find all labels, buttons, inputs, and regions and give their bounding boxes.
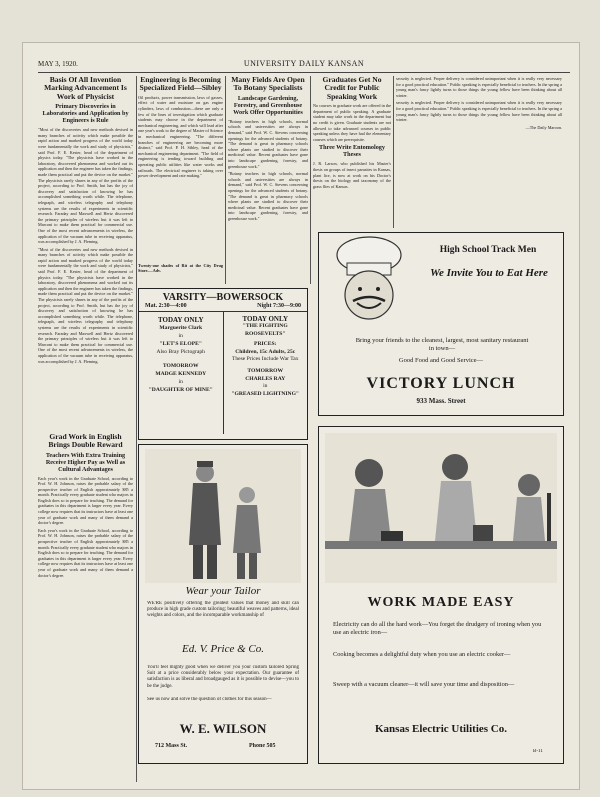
wilson-script-heading: Wear your Tailor	[185, 585, 261, 597]
engineering-headline: Engineering is Becoming Specialized Field—Sibley	[139, 76, 222, 93]
in-3: in	[263, 383, 268, 390]
tomorrow-left: TOMORROW	[162, 363, 199, 369]
kansas-electric-ad	[318, 426, 564, 764]
botany-subhead: Landscape Gardening, Forestry, and Greenhouse Work Offer Opportunities	[233, 94, 303, 116]
in-2: in	[178, 379, 183, 385]
botany-headline: Many Fields Are Open To Botany Specialists	[231, 76, 305, 93]
prices-label: PRICES:	[254, 341, 277, 348]
continued-body-repeat: security is neglected. Proper delivery is considered unimportant when it is really very necessary for a good practical education." Public speaking is especially beneficial to teachers. In the spring a young man's fancy lightly turns to those things the young fellow have been thinking about all winter.	[396, 100, 562, 123]
in-1: in	[178, 333, 183, 339]
work-made-easy-title: WORK MADE EASY	[367, 595, 515, 610]
star-charles-ray: CHARLES RAY	[245, 375, 286, 382]
column-physics	[38, 76, 137, 782]
public-speaking-body: No courses in graduate work are offered in the department of public speaking. A graduate student may take work in the department but no credit is given. Graduate students are not allowed to take advanced courses in public speaking unless they have had the elementary courses which are prerequisite.	[313, 103, 391, 142]
column-botany	[228, 76, 311, 284]
victory-lunch-name: VICTORY LUNCH	[366, 375, 516, 392]
invite-text: We Invite You to Eat Here	[430, 267, 548, 279]
public-speaking-headline: Graduates Get No Credit for Public Speaking Work	[322, 76, 382, 101]
wilson-body-2: You'll feel mighty good when we deliver you your custom tailored Spring Suit at a price considerably below your expectation. Our guarantee of satisfaction is as liberal and broadgauged as it is possible to devise—you to be the judge.	[147, 665, 299, 689]
victory-text: Bring your friends to the cleanest, largest, most sanitary restaurant in town—	[355, 337, 529, 352]
ironing-woman-illustration	[325, 433, 557, 583]
continued-body: security is neglected. Proper delivery is considered unimportant when it is really very necessary for a good practical education." Public speaking is especially beneficial to teachers. In the spring a young man's fancy lightly turns to those things the young fellow have been thinking about all winter.	[396, 76, 562, 98]
physics-headline: Basis Of All Invention Marking Advancement Is Work of Physicist	[44, 76, 127, 101]
english-subhead: Teachers With Extra Training Receive Higher Pay as Well as Cultural Advantages	[45, 451, 126, 473]
vacuum-cleaner-line: Sweep with a vacuum cleaner—it will save your time and disposition—	[333, 681, 515, 688]
masthead-title: UNIVERSITY DAILY KANSAN	[243, 59, 365, 68]
today-only-left: TODAY ONLY	[157, 316, 204, 324]
kansas-electric-name: Kansas Electric Utilities Co.	[375, 723, 507, 735]
wilson-phone: Phone 505	[249, 743, 276, 749]
price-co-signature: Ed. V. Price & Co.	[182, 643, 264, 655]
electric-iron-line: Electricity can do all the hard work—You forget the drudgery of ironing when you use an electric iron—	[333, 621, 542, 637]
film-roosevelts: "THE FIGHTING ROOSEVELTS"	[242, 323, 288, 337]
gentlemen-illustration	[145, 449, 301, 583]
rit-ad-text: Twenty-one shades of Rit at the City Drug Store.—Adv.	[138, 262, 223, 274]
english-headline: Grad Work in English Brings Double Reward	[48, 431, 123, 450]
tomorrow-right: TOMORROW	[247, 368, 284, 375]
victory-slogan: Good Food and Good Service—	[398, 357, 484, 364]
star-madge: MADGE KENNEDY	[155, 371, 207, 377]
column-engineering	[138, 76, 226, 284]
chef-illustration	[323, 233, 419, 333]
entomology-subhead: Three Write Entomology Theses	[319, 144, 385, 159]
prices-note: These Prices Include War Tax	[231, 356, 299, 363]
varsity-theater-ad	[138, 288, 308, 440]
matinee-time: Mat. 2:30—4:00	[145, 303, 187, 309]
victory-address: 933 Mass. Street	[416, 397, 466, 405]
film-daughter: "DAUGHTER OF MINE"	[148, 387, 213, 393]
also-pictograph: Also Bray Pictograph	[156, 349, 205, 355]
varsity-title: VARSITY—BOWERSOCK	[162, 292, 284, 303]
botany-article-body-repeat: "Botany teachers in high schools, normal schools and universities are always in demand," said Prof. W. C. Stevens concerning openings for the advanced students of botany. "The demand is great in pharmacy schools where plants are studied to discover their medicinal value. Recent graduates have gone into landscape gardening, forestry, and greenhouse work."	[228, 171, 308, 221]
today-only-right: TODAY ONLY	[242, 315, 289, 323]
english-article-body-repeat: Each year's work in the Graduate School, according to Prof. W. H. Johnson, raises the probable salary of the prospective teacher of English approximately $85 a month. Practically every graduate student who majors in English does so to prepare for teaching. The demand for graduates in this department is larger every year. Every college now requires that its instructors have at least one year of graduate work and many of them demand a doctor's degree.	[38, 527, 133, 578]
ad-code: B-11	[533, 749, 543, 754]
english-article-body: Each year's work in the Graduate School, according to Prof. W. H. Johnson, raises the probable salary of the prospective teacher of English approximately $85 a month. Practically every graduate student who majors in English does so to prepare for teaching. The demand for graduates in this department is larger every year. Every college now requires that its instructors have at least one year of graduate work and many of them demand a doctor's degree.	[38, 475, 133, 526]
film-greased-lightning: "GREASED LIGHTNING"	[231, 390, 300, 397]
electric-cooker-line: Cooking becomes a delightful duty when you use an electric cooker—	[333, 651, 511, 658]
column-continued	[396, 76, 562, 228]
issue-date: MAY 3, 1920.	[38, 60, 78, 68]
wilson-name: W. E. WILSON	[179, 721, 267, 736]
star-marguerite: Marguerite Clark	[159, 325, 203, 331]
physics-subhead: Primary Discoveries in Laboratories and Application by Engineers is Rule	[42, 103, 129, 125]
entomology-body: J. R. Larson, who published his Master's thesis on groups of insect parasites in Kansas, plant lice, is now at work on his Doctor's thesis on the biology and taxonomy of the grass flies of Kansas.	[313, 161, 391, 189]
night-time: Night 7:30—9:00	[257, 303, 301, 309]
track-men-title: High School Track Men	[439, 245, 537, 255]
wilson-body-3: See us now and solve the question of clothes for this season—	[147, 697, 272, 702]
botany-article-body: "Botany teachers in high schools, normal schools and universities are always in demand," said Prof. W. C. Stevens concerning openings for the advanced students of botany. "The demand is great in pharmacy schools where plants are studied to discover their medicinal value. Recent graduates have gone into landscape gardening, forestry, and greenhouse work."	[228, 118, 308, 169]
wilson-body: WE'RE positively offering the greatest values that money and skill can produce in high grade custom tailoring; beautiful weaves and patterns, ideal weights and colors, and the incomparable workmanship of	[147, 601, 299, 619]
engineering-article-body: Oil products, power transmission, laws of gasses, effect of water and moisture on gas engine cylinders, laws of combustion—these are only a few of the lines of investigation which graduate students may choose in the department of mechanical engineering, and which will lead after one year's work to the degree of Master of Science in mechanical engineering. "The different branches of engineering are becoming more distinct," said Prof. P. H. Sibley, head of the mechanical engineering department. "The field of engineering is tending toward building and operating public utilities like water works and railroads. The electrical engineer is taking over power development and rate making."	[138, 94, 223, 179]
maroon-credit: —The Daily Maroon.	[525, 124, 562, 130]
physics-article-body-repeat: "Most of the discoveries and new methods devised in many branches of activity which make possible the rapid action and marked progress of the world today were fundamentally the work and study of physicists," said Prof. F. E. Kester, head of the department of physics today. "The physicists have worked in the laboratory, discovered phenomena and worked out its application and then the engineer has taken the findings, made them practical and put the device on the market." The physicists rarely shares in any of the profits of the project, according to Prof. Smith, but has the joy of discovery and satisfaction of knowing he has accomplished something worth while. The telephone, telegraph, and wireless telegraphy and telephony systems are the results of experiments in scientific research. Faraday and Maxwell and Hertz discovered the primary principles of wireless but it was left to Marconi to make them practical for commercial use. One of the most recent advancements in wireless, the application of the vacuum tube in receiving apparatus, was accomplished by J. A. Fleming.	[38, 246, 133, 364]
victory-lunch-ad	[318, 232, 564, 416]
wilson-tailor-ad	[138, 444, 308, 764]
film-lets-elope: "LET'S ELOPE"	[159, 341, 202, 347]
physics-article-body: "Most of the discoveries and new methods devised in many branches of activity which make possible the rapid action and marked progress of the world today were fundamentally the work and study of physicists," said Prof. F. E. Kester, head of the department of physics today. "The physicists have worked in the laboratory, discovered phenomena and worked out its application and then the engineer has taken the findings, made them practical and put the device on the market." The physicists rarely shares in any of the profits of the project, according to Prof. Smith, but has the joy of discovery and satisfaction of knowing he has accomplished something worth while. The telephone, telegraph, and wireless telegraphy and telephony systems are the results of experiments in scientific research. Faraday and Maxwell and Hertz discovered the primary principles of wireless but it was left to Marconi to make them practical for commercial use. One of the most recent advancements in wireless, the application of the vacuum tube in receiving apparatus, was accomplished by J. A. Fleming.	[38, 127, 133, 245]
wilson-address: 712 Mass St.	[155, 743, 188, 749]
page-header	[38, 58, 570, 73]
column-public-speaking	[313, 76, 394, 228]
prices: Children, 15c Adults, 25c	[235, 348, 296, 355]
